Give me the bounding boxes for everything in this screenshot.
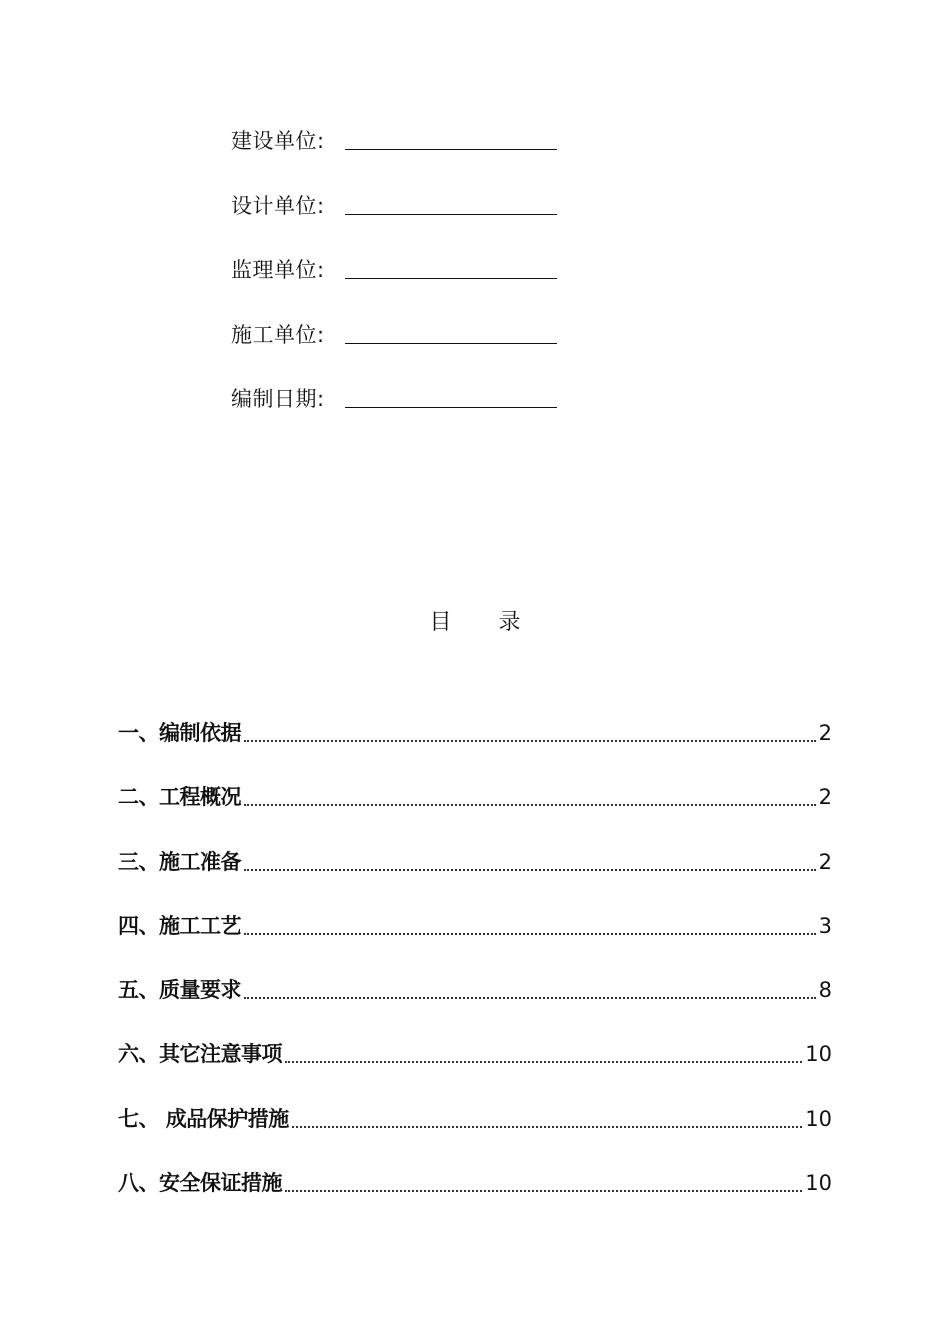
info-label: 监理单位: — [231, 258, 325, 282]
info-label: 设计单位: — [231, 193, 325, 218]
toc-item-text: 五、质量要求 — [118, 978, 241, 1003]
dot-leader — [285, 1160, 802, 1192]
info-row-designer — [231, 184, 571, 220]
toc-item-page: 8 — [818, 978, 832, 1003]
toc-item-text: 四、施工工艺 — [118, 913, 241, 938]
info-row-date — [231, 377, 571, 413]
toc-item[interactable] — [118, 965, 832, 1003]
blank-line — [345, 319, 557, 344]
table-of-contents — [118, 708, 832, 1222]
toc-item[interactable] — [118, 1029, 832, 1067]
toc-item[interactable] — [118, 1094, 832, 1132]
info-row-supervisor — [231, 248, 571, 284]
info-label: 编制日期: — [231, 387, 325, 411]
toc-item-text: 七、 成品保护措施 — [118, 1106, 289, 1131]
dot-leader — [244, 710, 816, 742]
toc-item-page: 2 — [818, 849, 832, 874]
toc-item-text: 一、编制依据 — [118, 721, 241, 745]
project-info-block — [231, 119, 571, 442]
blank-line — [345, 383, 557, 408]
toc-item-page: 2 — [818, 721, 832, 745]
toc-item-page: 3 — [818, 913, 832, 938]
dot-leader — [244, 774, 816, 806]
toc-item-page: 10 — [805, 1106, 832, 1131]
toc-title: 目 录 — [429, 610, 541, 635]
info-label: 建设单位: — [231, 129, 325, 153]
toc-item-text: 六、其它注意事项 — [118, 1042, 282, 1067]
dot-leader — [244, 903, 816, 935]
toc-item[interactable] — [118, 708, 832, 746]
blank-line — [345, 125, 557, 150]
info-row-client — [231, 119, 571, 155]
toc-item[interactable] — [118, 772, 832, 810]
dot-leader — [285, 1031, 802, 1063]
toc-item-page: 10 — [805, 1171, 832, 1196]
toc-item-page: 2 — [818, 785, 832, 810]
toc-item-text: 二、工程概况 — [118, 785, 241, 810]
blank-line — [345, 190, 557, 215]
dot-leader — [244, 967, 816, 999]
toc-item[interactable] — [118, 901, 832, 939]
blank-line — [345, 254, 557, 279]
toc-item[interactable] — [118, 837, 832, 875]
info-row-contractor — [231, 313, 571, 349]
toc-item-text: 八、安全保证措施 — [118, 1171, 282, 1196]
info-label: 施工单位: — [231, 322, 325, 347]
dot-leader — [292, 1096, 802, 1128]
toc-item-text: 三、施工准备 — [118, 849, 241, 874]
toc-item-page: 10 — [805, 1042, 832, 1067]
dot-leader — [244, 839, 816, 871]
toc-item[interactable] — [118, 1158, 832, 1196]
